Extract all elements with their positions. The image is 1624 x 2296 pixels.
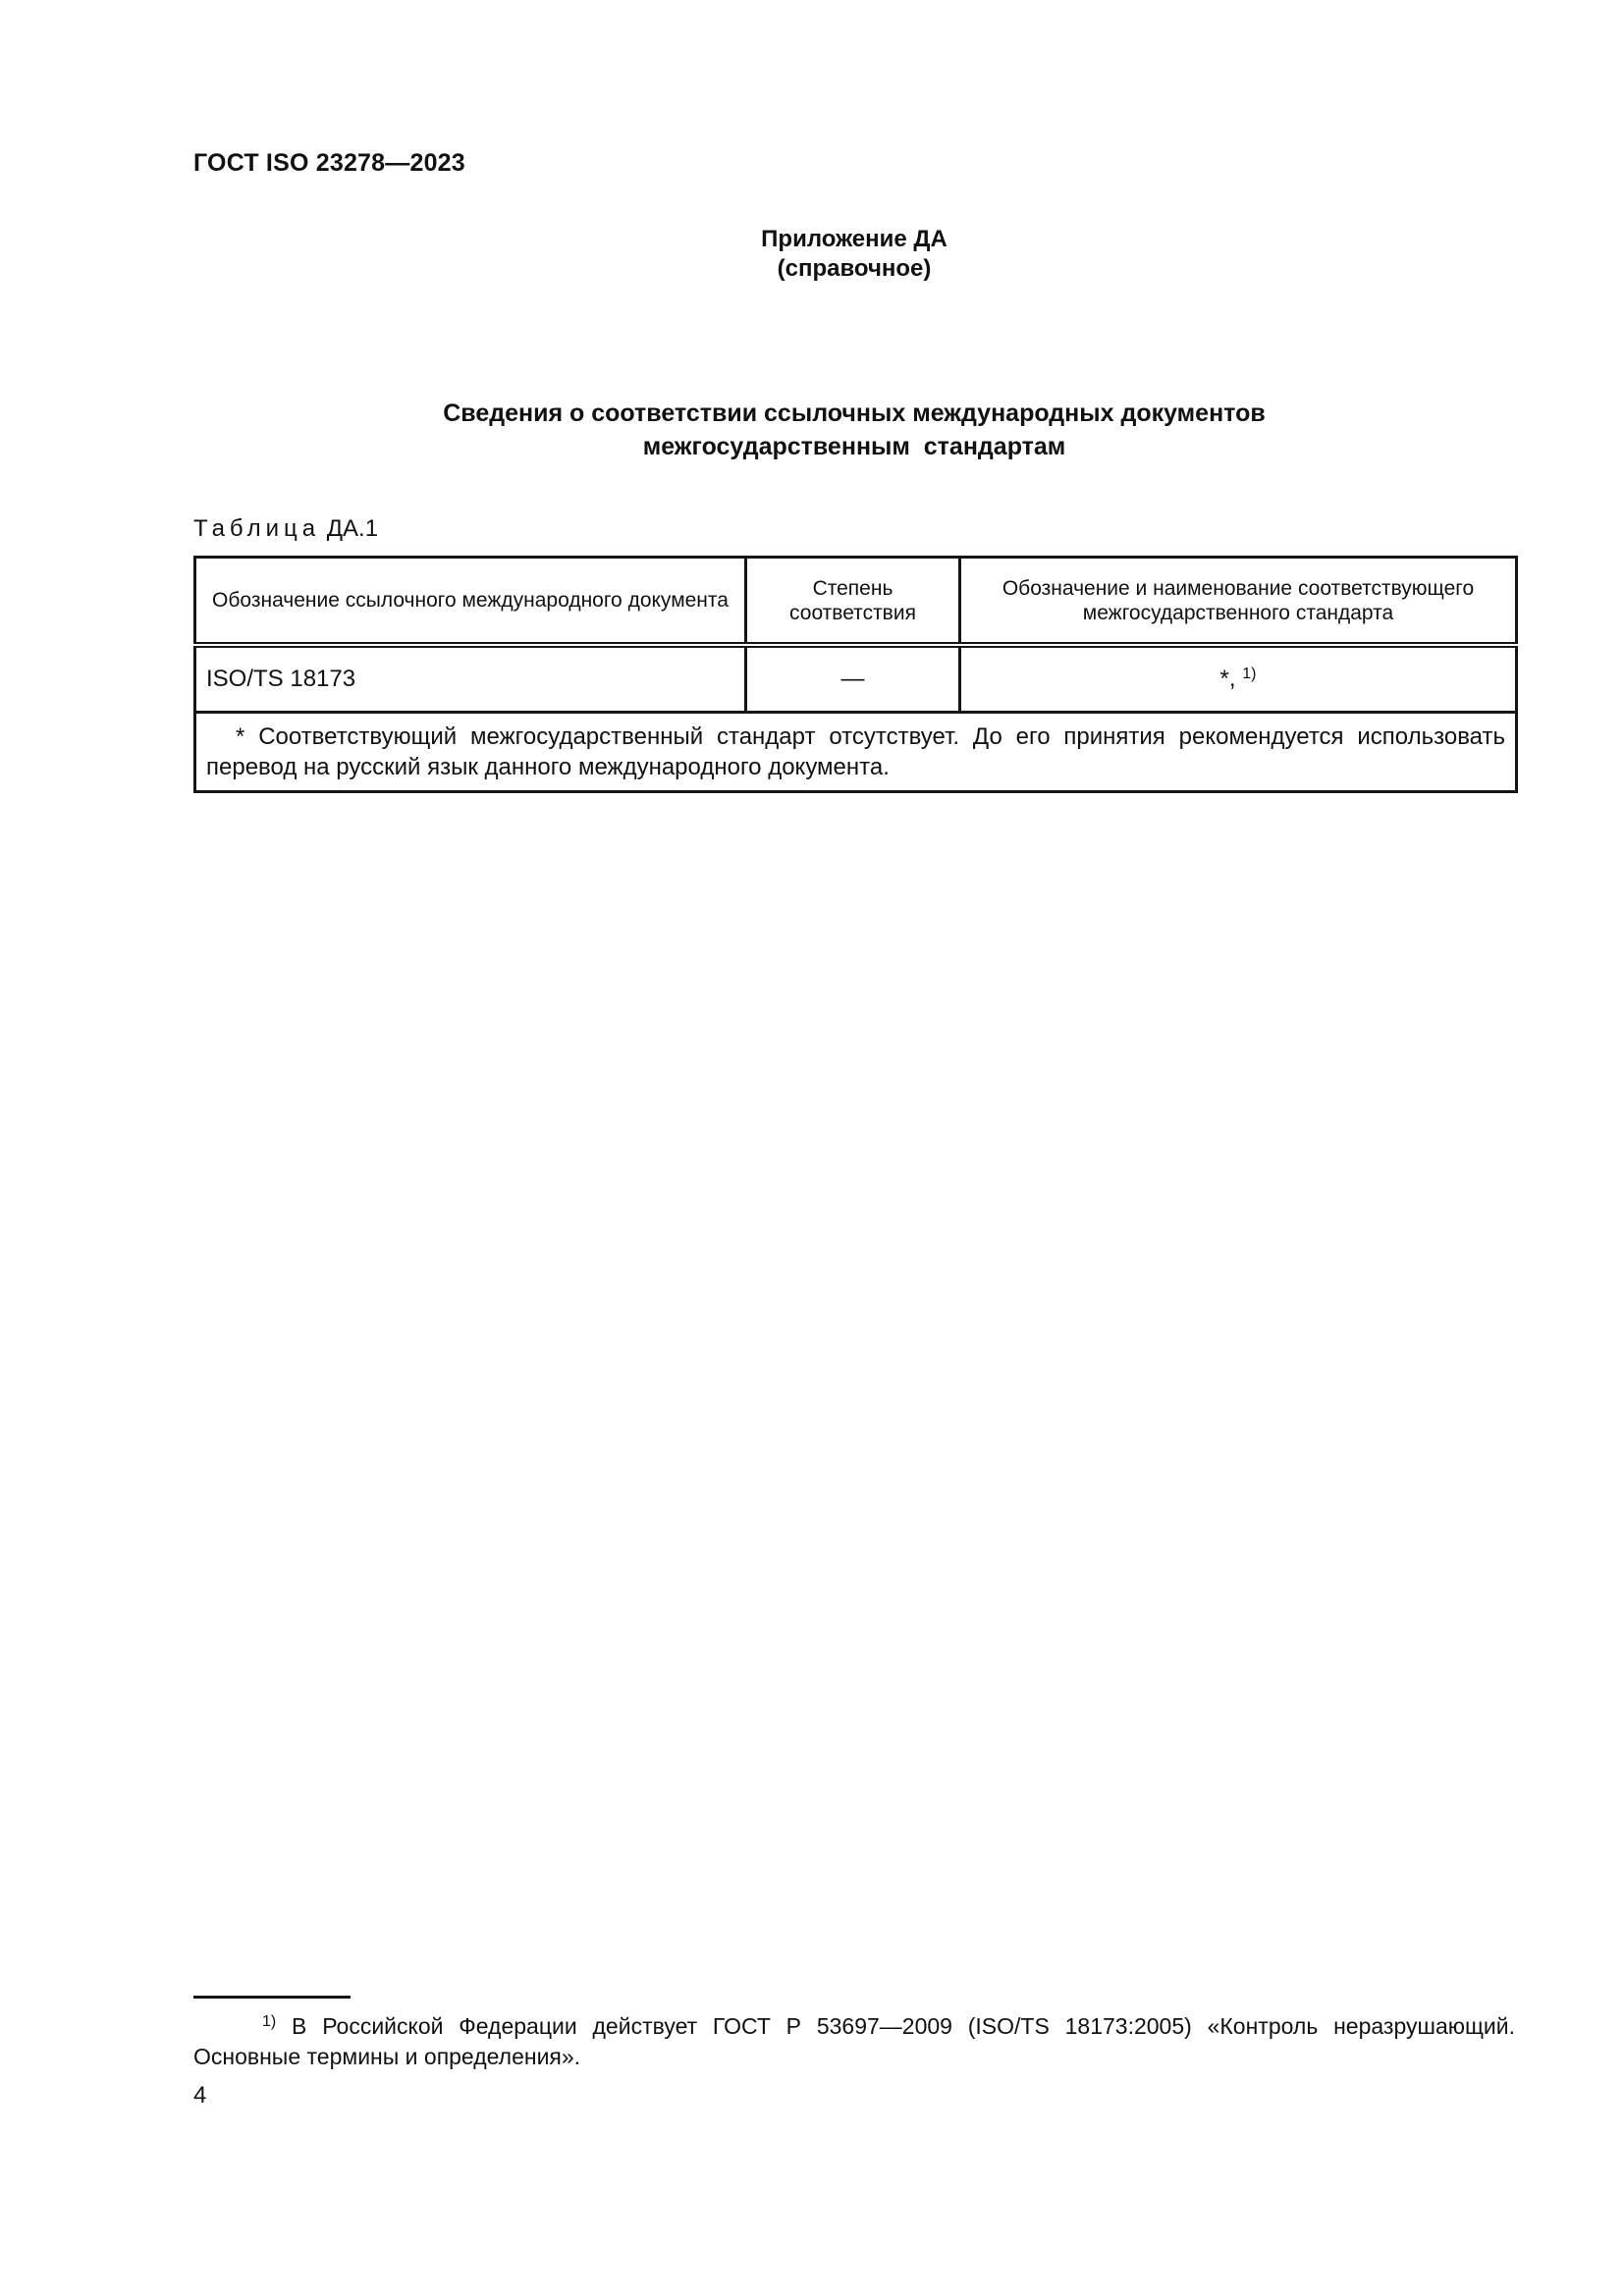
section-title-line-2: межгосударственным стандартам [642,433,1066,460]
table-row [195,645,1517,713]
footnote-separator [193,1996,351,1999]
table-caption-word: Таблица [193,515,321,542]
section-title [0,397,1624,463]
column-header-interstate-standard: Обозначение и наименование соответствующего межгосударственного стандарта [960,558,1517,646]
table-header-row [195,558,1517,646]
correspondence-table [193,556,1518,793]
footnote-text: В Российской Федерации действует ГОСТ Р 53697—2009 (ISO/TS 18173:2005) «Контроль неразрушающий. Основные термины и определения». [193,2013,1516,2069]
table-note [195,713,1517,792]
page-number: 4 [193,2082,207,2109]
section-title-line-1: Сведения о соответствии ссылочных международных документов [443,400,1266,427]
standard-note-marker: *, [1219,666,1236,692]
footnote-reference-1[interactable]: 1) [1242,666,1257,682]
table-caption [193,515,378,543]
table-note-marker: * [236,723,245,750]
table-caption-id: ДА.1 [326,515,379,542]
column-header-reference-document: Обозначение ссылочного международного документа [195,558,746,646]
cell-reference-document: ISO/TS 18173 [195,645,746,713]
footnote-marker: 1) [262,2013,277,2030]
table-note-text: Соответствующий межгосударственный стандарт отсутствует. До его принятия рекомендуется использовать перевод на русский язык данного международного документа. [206,723,1505,780]
appendix-subtitle: (справочное) [777,255,932,282]
appendix-title: Приложение ДА [761,226,947,252]
footnote-1 [193,2006,1515,2072]
table-note-row [195,713,1517,792]
column-header-degree-of-correspondence: Степень соответствия [746,558,960,646]
appendix-heading [0,225,1624,284]
cell-degree-of-correspondence: — [746,645,960,713]
document-code-header: ГОСТ ISO 23278—2023 [193,149,465,177]
cell-interstate-standard [960,645,1517,713]
